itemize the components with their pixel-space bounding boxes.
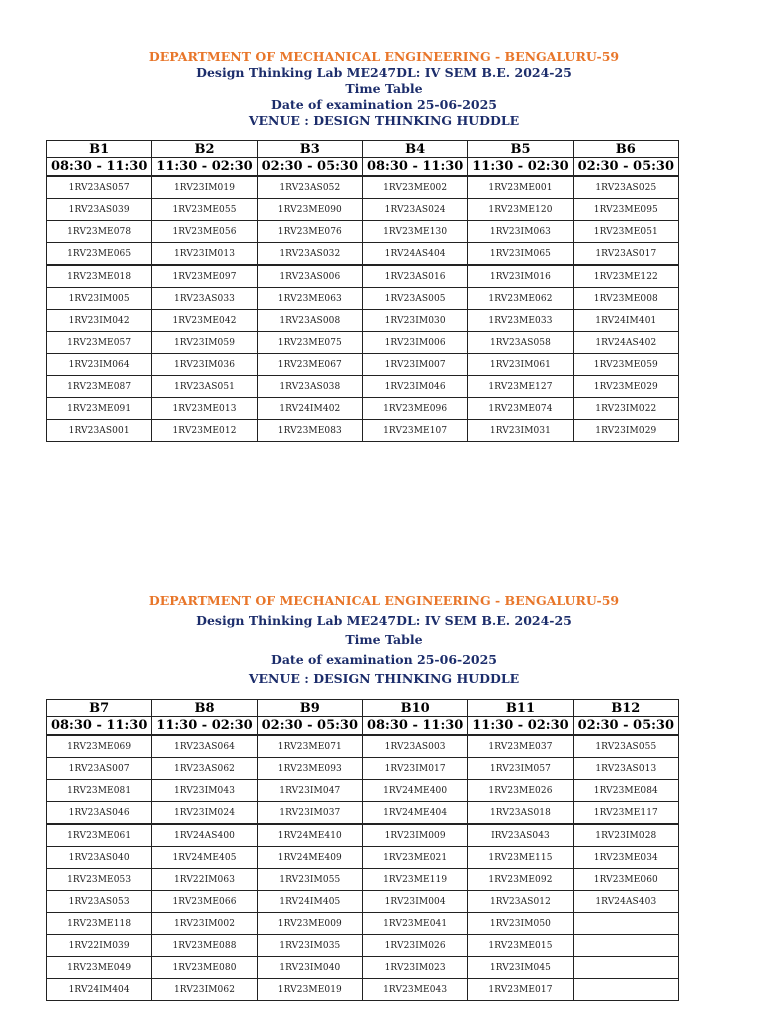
usn-cell: 1RV24ME409	[257, 847, 362, 869]
usn-cell	[573, 935, 678, 957]
usn-cell: 1RV23IM065	[468, 243, 573, 266]
usn-cell: 1RV23IM017	[362, 758, 467, 780]
usn-cell: 1RV23ME053	[47, 869, 152, 891]
usn-cell: 1RV23ME080	[152, 957, 257, 979]
time-slot-header: 02:30 - 05:30	[257, 717, 362, 736]
usn-cell: 1RV23AS055	[573, 735, 678, 758]
usn-cell: 1RV23AS039	[47, 199, 152, 221]
usn-cell: 1RV23IM019	[152, 176, 257, 199]
table-row	[47, 310, 679, 332]
usn-cell: IRV23AS043	[468, 824, 573, 847]
usn-cell: 1RV23AS062	[152, 758, 257, 780]
usn-cell: 1RV23IM036	[152, 354, 257, 376]
usn-cell: 1RV23ME037	[468, 735, 573, 758]
usn-cell: 1RV23IM046	[362, 376, 467, 398]
usn-cell: 1RV23ME015	[468, 935, 573, 957]
venue: VENUE : DESIGN THINKING HUDDLE	[248, 113, 520, 128]
usn-cell: 1RV23IM030	[362, 310, 467, 332]
usn-cell: 1RV23ME013	[152, 398, 257, 420]
usn-cell: 1RV22IM063	[152, 869, 257, 891]
time-slot-header: 02:30 - 05:30	[257, 158, 362, 177]
time-slot-header: 11:30 - 02:30	[152, 158, 257, 177]
usn-cell: 1RV23AS038	[257, 376, 362, 398]
usn-cell: 1RV23ME083	[257, 420, 362, 442]
usn-cell: 1RV23AS051	[152, 376, 257, 398]
table-row	[47, 288, 679, 310]
usn-cell: 1RV23AS017	[573, 243, 678, 266]
usn-cell: 1RV23IM024	[152, 802, 257, 825]
usn-cell: 1RV24AS400	[152, 824, 257, 847]
usn-cell: 1RV23AS013	[573, 758, 678, 780]
usn-cell: 1RV23ME009	[257, 913, 362, 935]
usn-cell: 1RV23IM029	[573, 420, 678, 442]
usn-cell: 1RV23ME117	[573, 802, 678, 825]
usn-cell: 1RV23IM002	[152, 913, 257, 935]
usn-cell: 1RV23IM013	[152, 243, 257, 266]
usn-cell: 1RV24AS402	[573, 332, 678, 354]
table-row	[47, 354, 679, 376]
usn-cell: 1RV23ME019	[257, 979, 362, 1001]
schedule-table	[46, 699, 679, 1001]
usn-cell: 1RV23IM009	[362, 824, 467, 847]
usn-cell: 1RV24IM402	[257, 398, 362, 420]
batch-header: B4	[362, 141, 467, 158]
table-row	[47, 802, 679, 825]
usn-cell: 1RV24IM405	[257, 891, 362, 913]
usn-cell: 1RV23ME084	[573, 780, 678, 802]
usn-cell: 1RV23AS003	[362, 735, 467, 758]
table-row	[47, 243, 679, 266]
usn-cell: 1RV23ME063	[257, 288, 362, 310]
timetable-title: Time Table	[345, 632, 423, 647]
table-row	[47, 332, 679, 354]
usn-cell: 1RV23IM057	[468, 758, 573, 780]
usn-cell: 1RV23AS057	[47, 176, 152, 199]
usn-cell: 1RV24ME404	[362, 802, 467, 825]
usn-cell: 1RV23ME051	[573, 221, 678, 243]
table-row	[47, 420, 679, 442]
usn-cell: 1RV23ME122	[573, 265, 678, 288]
usn-cell: 1RV23IM022	[573, 398, 678, 420]
usn-cell: 1RV23ME049	[47, 957, 152, 979]
usn-cell: 1RV23ME093	[257, 758, 362, 780]
usn-cell: 1RV24AS403	[573, 891, 678, 913]
course-title: Design Thinking Lab ME247DL: IV SEM B.E. 2024-25	[196, 613, 572, 628]
usn-cell: 1RV22IM039	[47, 935, 152, 957]
usn-cell: 1RV23IM050	[468, 913, 573, 935]
usn-cell: 1RV23IM035	[257, 935, 362, 957]
time-header-row	[47, 158, 679, 177]
usn-cell: 1RV23ME088	[152, 935, 257, 957]
usn-cell: 1RV23ME120	[468, 199, 573, 221]
usn-cell: 1RV23IM028	[573, 824, 678, 847]
usn-cell: 1RV23AS053	[47, 891, 152, 913]
usn-cell: 1RV23AS005	[362, 288, 467, 310]
course-title: Design Thinking Lab ME247DL: IV SEM B.E. 2024-25	[196, 65, 572, 80]
usn-cell: 1RV23ME076	[257, 221, 362, 243]
usn-cell: 1RV23AS024	[362, 199, 467, 221]
usn-cell: 1RV23ME055	[152, 199, 257, 221]
usn-cell: 1RV23ME107	[362, 420, 467, 442]
batch-header: B3	[257, 141, 362, 158]
venue: VENUE : DESIGN THINKING HUDDLE	[248, 671, 520, 686]
usn-cell: 1RV23ME118	[47, 913, 152, 935]
usn-cell: 1RV24ME405	[152, 847, 257, 869]
schedule-table	[46, 140, 679, 442]
usn-cell: 1RV23AS032	[257, 243, 362, 266]
usn-cell: 1RV23ME008	[573, 288, 678, 310]
usn-cell: 1RV23AS018	[468, 802, 573, 825]
usn-cell: 1RV23ME067	[257, 354, 362, 376]
usn-cell: 1RV23AS058	[468, 332, 573, 354]
usn-cell: 1RV23ME097	[152, 265, 257, 288]
usn-cell: 1RV23ME057	[47, 332, 152, 354]
time-slot-header: 11:30 - 02:30	[468, 158, 573, 177]
batch-header: B7	[47, 700, 152, 717]
table-row	[47, 847, 679, 869]
table-row	[47, 176, 679, 199]
usn-cell: 1RV23IM040	[257, 957, 362, 979]
usn-cell: 1RV23IM016	[468, 265, 573, 288]
usn-cell: 1RV23ME062	[468, 288, 573, 310]
usn-cell: 1RV23ME087	[47, 376, 152, 398]
usn-cell: 1RV23ME066	[152, 891, 257, 913]
usn-cell: 1RV23AS052	[257, 176, 362, 199]
time-slot-header: 11:30 - 02:30	[152, 717, 257, 736]
batch-header-row	[47, 141, 679, 158]
usn-cell: 1RV23ME090	[257, 199, 362, 221]
time-slot-header: 08:30 - 11:30	[47, 158, 152, 177]
usn-cell: 1RV23IM061	[468, 354, 573, 376]
usn-cell: 1RV23ME059	[573, 354, 678, 376]
table-row	[47, 398, 679, 420]
time-slot-header: 08:30 - 11:30	[362, 717, 467, 736]
usn-cell: 1RV23ME096	[362, 398, 467, 420]
usn-cell: 1RV23IM064	[47, 354, 152, 376]
usn-cell: 1RV24IM404	[47, 979, 152, 1001]
usn-cell: 1RV23ME029	[573, 376, 678, 398]
usn-cell: 1RV23IM043	[152, 780, 257, 802]
usn-cell: 1RV24IM401	[573, 310, 678, 332]
table-row	[47, 199, 679, 221]
time-slot-header: 02:30 - 05:30	[573, 158, 678, 177]
batch-header: B11	[468, 700, 573, 717]
usn-cell: 1RV23ME091	[47, 398, 152, 420]
usn-cell: 1RV23IM062	[152, 979, 257, 1001]
usn-cell: 1RV23IM005	[47, 288, 152, 310]
usn-cell: 1RV23IM031	[468, 420, 573, 442]
usn-cell: 1RV23ME071	[257, 735, 362, 758]
usn-cell: 1RV23ME115	[468, 847, 573, 869]
usn-cell	[573, 957, 678, 979]
usn-cell	[573, 913, 678, 935]
table-row	[47, 376, 679, 398]
table-row	[47, 935, 679, 957]
table-row	[47, 758, 679, 780]
usn-cell: 1RV23ME065	[47, 243, 152, 266]
usn-cell: 1RV24AS404	[362, 243, 467, 266]
batch-header: B2	[152, 141, 257, 158]
usn-cell: 1RV23ME041	[362, 913, 467, 935]
usn-cell: 1RV24ME410	[257, 824, 362, 847]
usn-cell: 1RV23ME119	[362, 869, 467, 891]
exam-date: Date of examination 25-06-2025	[270, 652, 497, 667]
table-row	[47, 913, 679, 935]
usn-cell: 1RV23AS012	[468, 891, 573, 913]
time-slot-header: 08:30 - 11:30	[47, 717, 152, 736]
usn-cell: 1RV23ME002	[362, 176, 467, 199]
usn-cell: 1RV23IM007	[362, 354, 467, 376]
batch-header: B9	[257, 700, 362, 717]
usn-cell: 1RV23IM047	[257, 780, 362, 802]
usn-cell: 1RV23ME042	[152, 310, 257, 332]
usn-cell: 1RV23IM004	[362, 891, 467, 913]
usn-cell: 1RV23IM059	[152, 332, 257, 354]
batch-header: B8	[152, 700, 257, 717]
batch-header: B12	[573, 700, 678, 717]
department-title: DEPARTMENT OF MECHANICAL ENGINEERING - BENGALURU-59	[148, 49, 620, 64]
usn-cell: 1RV23ME017	[468, 979, 573, 1001]
table-row	[47, 265, 679, 288]
usn-cell: 1RV23IM026	[362, 935, 467, 957]
usn-cell: 1RV23ME056	[152, 221, 257, 243]
usn-cell: 1RV23ME018	[47, 265, 152, 288]
usn-cell: 1RV23ME127	[468, 376, 573, 398]
table-row	[47, 979, 679, 1001]
usn-cell: 1RV24ME400	[362, 780, 467, 802]
time-slot-header: 08:30 - 11:30	[362, 158, 467, 177]
usn-cell: 1RV23AS007	[47, 758, 152, 780]
usn-cell: 1RV23IM023	[362, 957, 467, 979]
usn-cell: 1RV23AS016	[362, 265, 467, 288]
table-row	[47, 957, 679, 979]
usn-cell: 1RV23IM037	[257, 802, 362, 825]
usn-cell: 1RV23ME043	[362, 979, 467, 1001]
usn-cell: 1RV23IM006	[362, 332, 467, 354]
timetable-title: Time Table	[345, 81, 423, 96]
usn-cell: 1RV23AS046	[47, 802, 152, 825]
usn-cell: 1RV23ME092	[468, 869, 573, 891]
exam-date: Date of examination 25-06-2025	[270, 97, 497, 112]
usn-cell: 1RV23ME060	[573, 869, 678, 891]
usn-cell: 1RV23ME034	[573, 847, 678, 869]
usn-cell: 1RV23AS025	[573, 176, 678, 199]
batch-header-row	[47, 700, 679, 717]
usn-cell: 1RV23ME026	[468, 780, 573, 802]
batch-header: B1	[47, 141, 152, 158]
usn-cell: 1RV23IM055	[257, 869, 362, 891]
usn-cell: 1RV23ME078	[47, 221, 152, 243]
usn-cell: 1RV23AS006	[257, 265, 362, 288]
usn-cell	[573, 979, 678, 1001]
usn-cell: 1RV23AS008	[257, 310, 362, 332]
time-slot-header: 02:30 - 05:30	[573, 717, 678, 736]
usn-cell: 1RV23ME012	[152, 420, 257, 442]
usn-cell: 1RV23ME061	[47, 824, 152, 847]
usn-cell: 1RV23AS064	[152, 735, 257, 758]
batch-header: B5	[468, 141, 573, 158]
usn-cell: 1RV23ME074	[468, 398, 573, 420]
table-row	[47, 891, 679, 913]
time-header-row	[47, 717, 679, 736]
usn-cell: 1RV23ME130	[362, 221, 467, 243]
usn-cell: 1RV23ME001	[468, 176, 573, 199]
usn-cell: 1RV23ME069	[47, 735, 152, 758]
table-row	[47, 869, 679, 891]
table-row	[47, 221, 679, 243]
usn-cell: 1RV23ME075	[257, 332, 362, 354]
usn-cell: 1RV23ME095	[573, 199, 678, 221]
usn-cell: 1RV23ME021	[362, 847, 467, 869]
usn-cell: 1RV23IM042	[47, 310, 152, 332]
usn-cell: 1RV23AS033	[152, 288, 257, 310]
usn-cell: 1RV23AS001	[47, 420, 152, 442]
table-row	[47, 735, 679, 758]
batch-header: B10	[362, 700, 467, 717]
time-slot-header: 11:30 - 02:30	[468, 717, 573, 736]
usn-cell: 1RV23ME081	[47, 780, 152, 802]
department-title: DEPARTMENT OF MECHANICAL ENGINEERING - BENGALURU-59	[148, 593, 620, 608]
usn-cell: 1RV23AS040	[47, 847, 152, 869]
batch-header: B6	[573, 141, 678, 158]
table-row	[47, 824, 679, 847]
usn-cell: 1RV23ME033	[468, 310, 573, 332]
table-row	[47, 780, 679, 802]
usn-cell: 1RV23IM063	[468, 221, 573, 243]
usn-cell: 1RV23IM045	[468, 957, 573, 979]
